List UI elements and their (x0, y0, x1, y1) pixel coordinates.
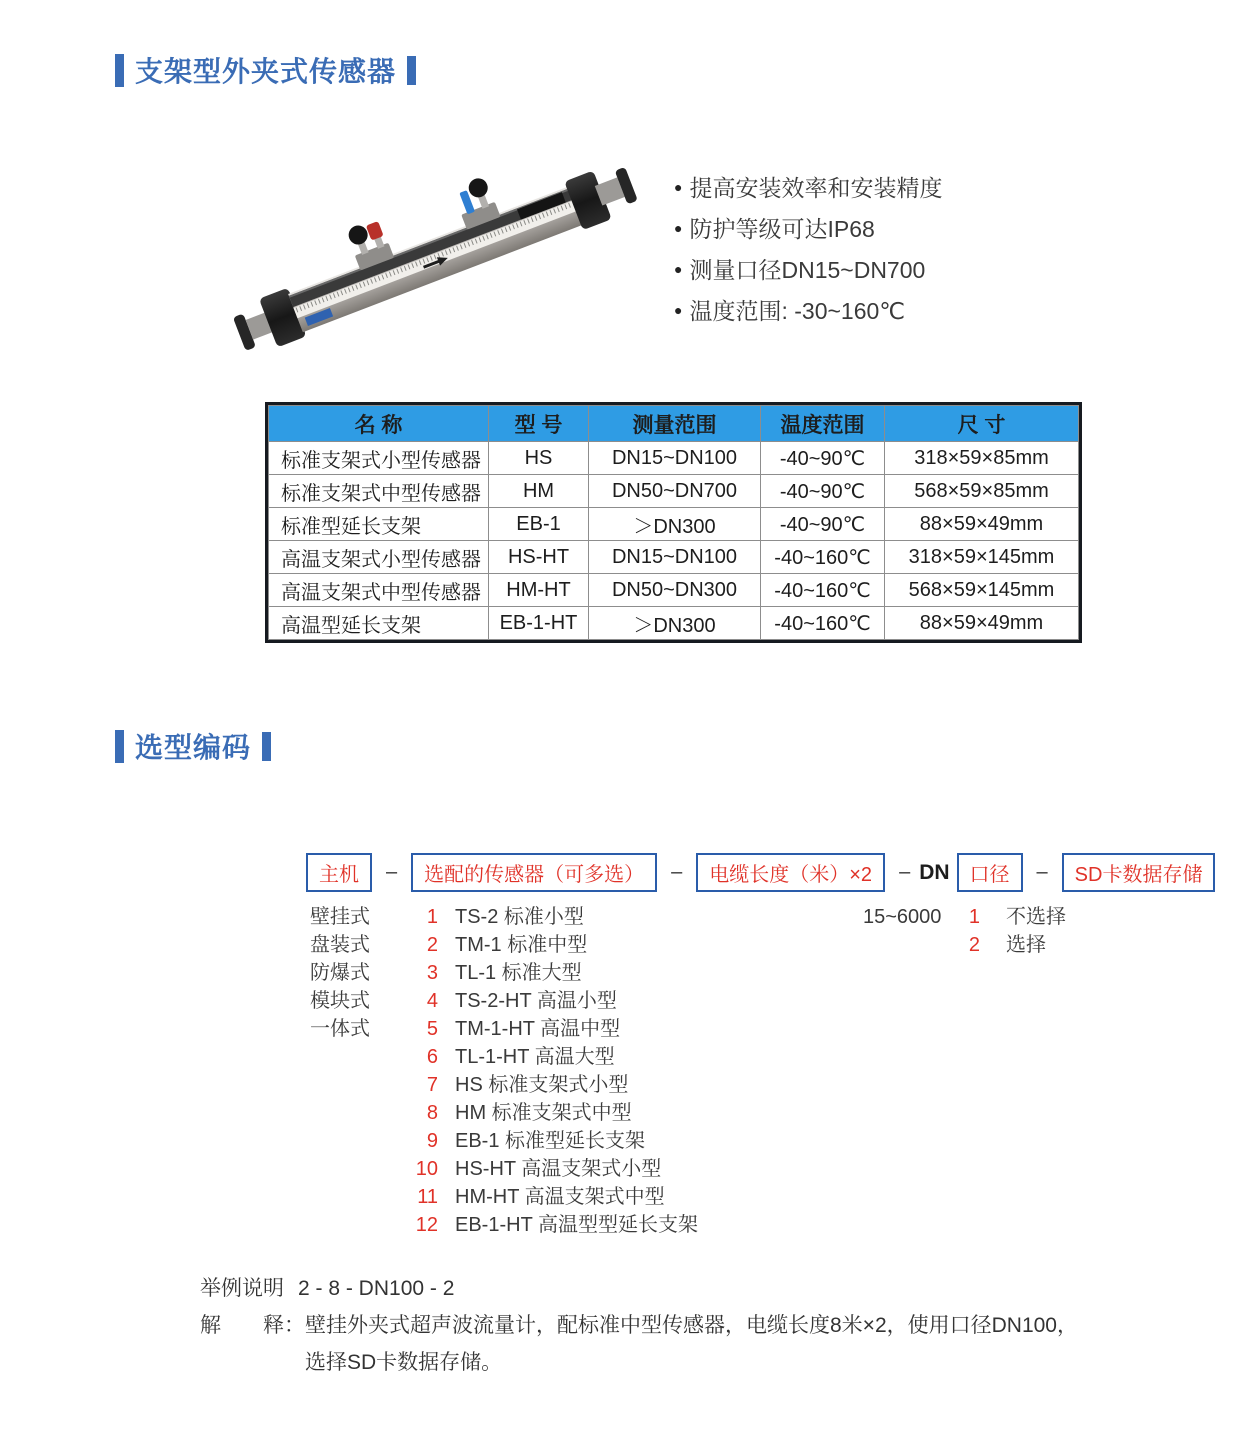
cell-size: 568×59×85mm (885, 475, 1079, 508)
host-option: 盘装式 (310, 934, 370, 956)
example-block (200, 1270, 1140, 1381)
spec-header-cell: 型 号 (489, 406, 589, 442)
host-option: 模块式 (310, 990, 370, 1012)
section-title: 选型编码 (135, 732, 252, 763)
option-label: HS 标准支架式小型 (455, 1074, 629, 1096)
example-code: 2 - 8 - DN100 - 2 (298, 1277, 455, 1300)
title-bar-right (407, 56, 416, 85)
cell-size: 88×59×49mm (885, 508, 1079, 541)
table-row (269, 508, 1079, 541)
option-label: HM-HT 高温支架式中型 (455, 1186, 665, 1208)
bullet-icon: ● (674, 178, 683, 195)
section-title-selection-code (115, 726, 271, 766)
example-code-row (200, 1270, 1140, 1307)
option-number: 3 (426, 962, 438, 984)
example-label: 举例说明 (200, 1277, 284, 1300)
cell-model: HS (489, 442, 589, 475)
product-photo-bracket-sensor (222, 148, 652, 366)
spec-table-wrap (265, 402, 1082, 643)
option-label: 选择 (1006, 934, 1046, 956)
cell-temp: -40~90℃ (761, 442, 885, 475)
explain-text (305, 1307, 1078, 1381)
cell-range: DN50~DN300 (589, 574, 761, 607)
cell-model: EB-1-HT (489, 607, 589, 640)
code-box-host: 主机 (306, 853, 372, 892)
host-option: 防爆式 (310, 962, 370, 984)
sensor-option (402, 1015, 698, 1043)
option-label: HS-HT 高温支架式小型 (455, 1158, 662, 1180)
option-number: 1 (968, 906, 980, 928)
option-label: EB-1-HT 高温型型延长支架 (455, 1214, 698, 1236)
feature-text: 防护等级可达IP68 (689, 216, 875, 242)
spec-header-cell: 尺 寸 (885, 406, 1079, 442)
host-option: 壁挂式 (310, 906, 370, 928)
bullet-icon: ● (674, 260, 683, 277)
sensor-option (402, 1211, 698, 1239)
option-number: 11 (417, 1186, 438, 1208)
feature-item (674, 248, 942, 289)
option-label: TL-1 标准大型 (455, 962, 582, 984)
sensor-option (402, 1043, 698, 1071)
option-number: 10 (415, 1158, 438, 1180)
option-label: TS-2-HT 高温小型 (455, 990, 617, 1012)
sensor-option-list (402, 903, 698, 1239)
bullet-icon: ● (674, 219, 683, 236)
option-number: 12 (415, 1214, 438, 1236)
cell-range: ＞DN300 (589, 607, 761, 640)
sensor-option (402, 1127, 698, 1155)
spec-table-body (269, 442, 1079, 640)
sd-option (962, 903, 1066, 931)
example-explain-row (200, 1307, 1140, 1381)
option-label: TM-1-HT 高温中型 (455, 1018, 621, 1040)
sensor-option (402, 931, 698, 959)
cell-name: 标准型延长支架 (269, 508, 489, 541)
cell-temp: -40~160℃ (761, 574, 885, 607)
feature-list (674, 166, 942, 330)
title-bar-right (262, 732, 271, 761)
sensor-rail (222, 148, 641, 358)
cell-name: 高温支架式中型传感器 (269, 574, 489, 607)
host-option-list (310, 903, 370, 1043)
title-bar-left (115, 730, 124, 763)
feature-text: 温度范围: -30~160℃ (689, 298, 906, 324)
code-box-cable: 电缆长度（米）×2 (696, 853, 885, 892)
feature-text: 测量口径DN15~DN700 (689, 257, 926, 283)
section-title-bracket-sensor (115, 50, 416, 90)
selection-code-row (306, 853, 1215, 892)
sensor-option (402, 1183, 698, 1211)
option-label: TM-1 标准中型 (455, 934, 588, 956)
cell-temp: -40~90℃ (761, 508, 885, 541)
cell-model: EB-1 (489, 508, 589, 541)
sd-option-list (962, 903, 1066, 959)
code-separator: – (671, 861, 683, 883)
option-number: 2 (426, 934, 438, 956)
cell-model: HS-HT (489, 541, 589, 574)
spec-header-cell: 名 称 (269, 406, 489, 442)
option-number: 6 (426, 1046, 438, 1068)
sensor-option (402, 959, 698, 987)
option-label: TL-1-HT 高温大型 (455, 1046, 615, 1068)
option-label: 不选择 (1006, 906, 1066, 928)
cell-range: DN50~DN700 (589, 475, 761, 508)
sensor-option (402, 903, 698, 931)
explain-line2: 选择SD卡数据存储。 (305, 1351, 503, 1374)
cell-name: 高温支架式小型传感器 (269, 541, 489, 574)
feature-text: 提高安装效率和安装精度 (689, 175, 943, 201)
cell-temp: -40~160℃ (761, 607, 885, 640)
feature-item (674, 166, 942, 207)
option-label: EB-1 标准型延长支架 (455, 1130, 646, 1152)
option-number: 2 (968, 934, 980, 956)
title-bar-left (115, 54, 124, 87)
option-number: 8 (426, 1102, 438, 1124)
explain-line1: 壁挂外夹式超声波流量计，配标准中型传感器，电缆长度8米×2，使用口径DN100， (305, 1314, 1078, 1337)
code-separator: – (899, 861, 911, 883)
cell-size: 88×59×49mm (885, 607, 1079, 640)
code-box-diameter: 口径 (957, 853, 1023, 892)
code-separator: – (386, 861, 398, 883)
option-label: HM 标准支架式中型 (455, 1102, 632, 1124)
option-number: 7 (426, 1074, 438, 1096)
option-number: 5 (426, 1018, 438, 1040)
table-row (269, 574, 1079, 607)
cell-name: 标准支架式中型传感器 (269, 475, 489, 508)
cell-model: HM-HT (489, 574, 589, 607)
bullet-icon: ● (674, 301, 683, 318)
diameter-range: 15~6000 (863, 906, 942, 928)
cell-temp: -40~90℃ (761, 475, 885, 508)
table-row (269, 607, 1079, 640)
sensor-option (402, 1099, 698, 1127)
cell-name: 高温型延长支架 (269, 607, 489, 640)
spec-header-cell: 测量范围 (589, 406, 761, 442)
cell-size: 568×59×145mm (885, 574, 1079, 607)
host-option: 一体式 (310, 1018, 370, 1040)
sensor-option (402, 987, 698, 1015)
table-row (269, 475, 1079, 508)
sensor-option (402, 1155, 698, 1183)
option-label: TS-2 标准小型 (455, 906, 584, 928)
feature-item (674, 207, 942, 248)
cell-temp: -40~160℃ (761, 541, 885, 574)
code-separator: – (1036, 861, 1048, 883)
feature-item (674, 289, 942, 330)
table-row (269, 442, 1079, 475)
explain-label: 解 释： (200, 1314, 305, 1337)
sensor-option (402, 1071, 698, 1099)
table-row (269, 541, 1079, 574)
option-number: 4 (426, 990, 438, 1012)
cell-model: HM (489, 475, 589, 508)
page-title: 支架型外夹式传感器 (135, 56, 397, 87)
option-number: 1 (426, 906, 438, 928)
option-number: 9 (426, 1130, 438, 1152)
cell-range: DN15~DN100 (589, 442, 761, 475)
code-box-sensor: 选配的传感器（可多选） (411, 853, 657, 892)
sd-option (962, 931, 1066, 959)
cell-range: ＞DN300 (589, 508, 761, 541)
code-box-sd: SD卡数据存储 (1062, 853, 1216, 892)
cell-size: 318×59×145mm (885, 541, 1079, 574)
spec-header-row (269, 406, 1079, 442)
cell-range: DN15~DN100 (589, 541, 761, 574)
dn-prefix: DN (919, 860, 950, 884)
cell-name: 标准支架式小型传感器 (269, 442, 489, 475)
spec-table (268, 405, 1079, 640)
spec-header-cell: 温度范围 (761, 406, 885, 442)
cell-size: 318×59×85mm (885, 442, 1079, 475)
